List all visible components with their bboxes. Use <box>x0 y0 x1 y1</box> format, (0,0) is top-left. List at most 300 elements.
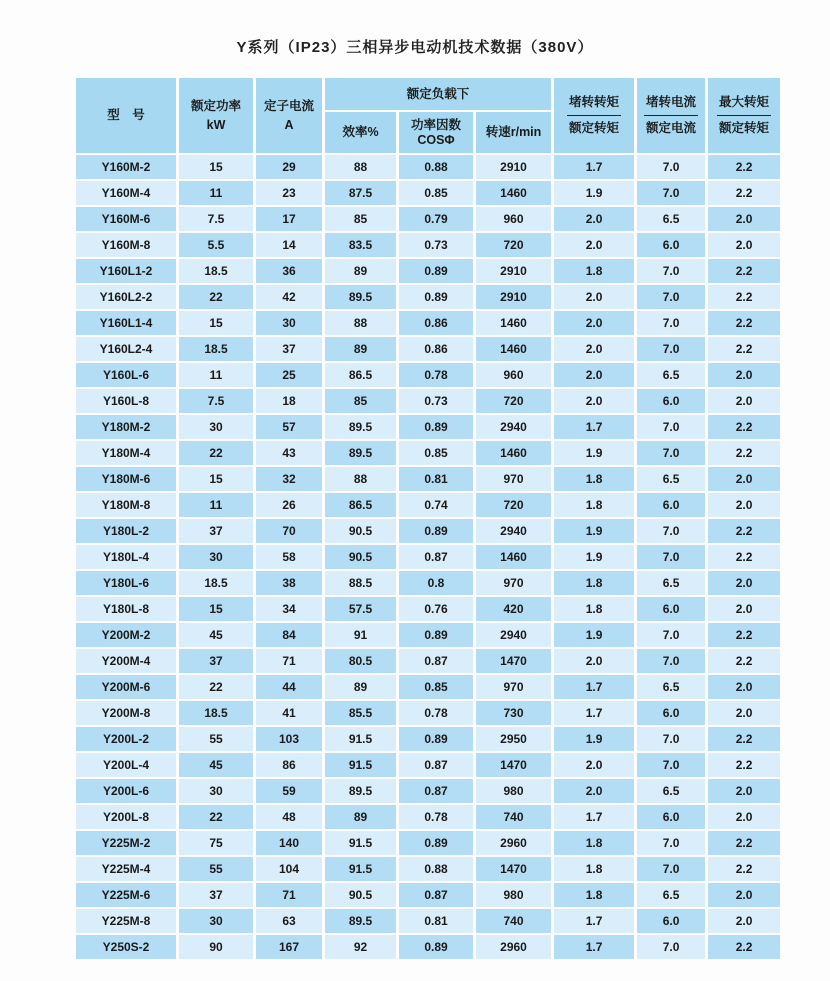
model-cell: Y160L1-4 <box>76 311 176 335</box>
model-cell: Y180L-2 <box>76 519 176 543</box>
table-row <box>76 571 780 595</box>
rated-power-cell: 18.5 <box>179 701 253 725</box>
speed-cell: 1460 <box>476 441 551 465</box>
power-factor-cell: 0.89 <box>399 935 473 959</box>
efficiency-cell: 88.5 <box>325 571 396 595</box>
header-locked-current-bottom: 额定电流 <box>646 121 697 135</box>
rated-power-cell: 22 <box>179 285 253 309</box>
locked-current-ratio-cell: 7.0 <box>637 337 705 361</box>
locked-current-ratio-cell: 6.0 <box>637 389 705 413</box>
efficiency-cell: 85 <box>325 389 396 413</box>
rated-power-cell: 37 <box>179 649 253 673</box>
efficiency-cell: 86.5 <box>325 493 396 517</box>
model-cell: Y180L-4 <box>76 545 176 569</box>
efficiency-cell: 83.5 <box>325 233 396 257</box>
power-factor-cell: 0.81 <box>399 467 473 491</box>
locked-torque-ratio-cell: 1.8 <box>554 831 634 855</box>
motor-spec-table <box>73 76 783 961</box>
stator-current-cell: 32 <box>256 467 322 491</box>
locked-torque-ratio-cell: 2.0 <box>554 337 634 361</box>
locked-torque-ratio-cell: 1.8 <box>554 259 634 283</box>
locked-torque-ratio-cell: 1.9 <box>554 441 634 465</box>
locked-torque-ratio-cell: 1.7 <box>554 909 634 933</box>
locked-torque-ratio-cell: 2.0 <box>554 649 634 673</box>
model-cell: Y180L-6 <box>76 571 176 595</box>
max-torque-ratio-cell: 2.2 <box>708 181 780 205</box>
speed-cell: 740 <box>476 805 551 829</box>
speed-cell: 420 <box>476 597 551 621</box>
locked-torque-ratio-cell: 1.7 <box>554 675 634 699</box>
rated-power-cell: 30 <box>179 909 253 933</box>
model-cell: Y225M-2 <box>76 831 176 855</box>
locked-current-ratio-cell: 7.0 <box>637 857 705 881</box>
table-row <box>76 623 780 647</box>
header-stator-current <box>256 78 322 153</box>
stator-current-cell: 44 <box>256 675 322 699</box>
header-rated-power-unit: kW <box>206 118 226 132</box>
stator-current-cell: 63 <box>256 909 322 933</box>
locked-torque-ratio-cell: 1.7 <box>554 415 634 439</box>
power-factor-cell: 0.87 <box>399 779 473 803</box>
efficiency-cell: 89 <box>325 675 396 699</box>
stator-current-cell: 36 <box>256 259 322 283</box>
efficiency-cell: 89 <box>325 259 396 283</box>
locked-torque-ratio-cell: 2.0 <box>554 753 634 777</box>
header-locked-current-ratio <box>637 78 705 153</box>
table-row <box>76 389 780 413</box>
rated-power-cell: 18.5 <box>179 571 253 595</box>
locked-current-ratio-cell: 7.0 <box>637 311 705 335</box>
locked-torque-ratio-cell: 2.0 <box>554 363 634 387</box>
rated-power-cell: 30 <box>179 545 253 569</box>
max-torque-ratio-cell: 2.2 <box>708 337 780 361</box>
speed-cell: 970 <box>476 675 551 699</box>
max-torque-ratio-cell: 2.0 <box>708 883 780 907</box>
power-factor-cell: 0.73 <box>399 389 473 413</box>
rated-power-cell: 37 <box>179 519 253 543</box>
power-factor-cell: 0.76 <box>399 597 473 621</box>
table-row <box>76 753 780 777</box>
stator-current-cell: 17 <box>256 207 322 231</box>
model-cell: Y225M-8 <box>76 909 176 933</box>
locked-torque-ratio-cell: 1.8 <box>554 493 634 517</box>
power-factor-cell: 0.87 <box>399 545 473 569</box>
locked-torque-ratio-cell: 2.0 <box>554 311 634 335</box>
table-header <box>76 78 780 153</box>
table-row <box>76 415 780 439</box>
model-cell: Y225M-4 <box>76 857 176 881</box>
max-torque-ratio-cell: 2.0 <box>708 571 780 595</box>
table-row <box>76 467 780 491</box>
table-row <box>76 519 780 543</box>
max-torque-ratio-cell: 2.2 <box>708 259 780 283</box>
locked-current-ratio-cell: 7.0 <box>637 285 705 309</box>
model-cell: Y200M-6 <box>76 675 176 699</box>
max-torque-ratio-cell: 2.0 <box>708 779 780 803</box>
max-torque-ratio-cell: 2.2 <box>708 415 780 439</box>
locked-torque-ratio-cell: 2.0 <box>554 233 634 257</box>
efficiency-cell: 92 <box>325 935 396 959</box>
rated-power-cell: 22 <box>179 441 253 465</box>
rated-power-cell: 55 <box>179 727 253 751</box>
model-cell: Y200L-6 <box>76 779 176 803</box>
locked-current-ratio-cell: 7.0 <box>637 155 705 179</box>
locked-torque-ratio-cell: 1.9 <box>554 181 634 205</box>
model-cell: Y180M-6 <box>76 467 176 491</box>
efficiency-cell: 88 <box>325 467 396 491</box>
max-torque-ratio-cell: 2.2 <box>708 935 780 959</box>
locked-current-ratio-cell: 6.5 <box>637 571 705 595</box>
power-factor-cell: 0.73 <box>399 233 473 257</box>
power-factor-cell: 0.89 <box>399 259 473 283</box>
max-torque-ratio-cell: 2.0 <box>708 207 780 231</box>
model-cell: Y180L-8 <box>76 597 176 621</box>
efficiency-cell: 90.5 <box>325 545 396 569</box>
table-row <box>76 259 780 283</box>
speed-cell: 2950 <box>476 727 551 751</box>
locked-torque-ratio-cell: 1.7 <box>554 155 634 179</box>
model-cell: Y160L1-2 <box>76 259 176 283</box>
stator-current-cell: 25 <box>256 363 322 387</box>
efficiency-cell: 86.5 <box>325 363 396 387</box>
header-stator-current-unit: A <box>284 118 294 132</box>
header-power-factor-label: 功率因数 <box>410 118 461 133</box>
rated-power-cell: 18.5 <box>179 259 253 283</box>
header-max-torque-ratio <box>708 78 780 153</box>
locked-current-ratio-cell: 6.0 <box>637 701 705 725</box>
efficiency-cell: 90.5 <box>325 519 396 543</box>
header-power-factor-symbol: COSΦ <box>417 132 455 147</box>
header-locked-current-top: 堵转电流 <box>644 94 698 116</box>
efficiency-cell: 89.5 <box>325 779 396 803</box>
table-row <box>76 831 780 855</box>
speed-cell: 2960 <box>476 831 551 855</box>
model-cell: Y225M-6 <box>76 883 176 907</box>
locked-current-ratio-cell: 6.5 <box>637 207 705 231</box>
locked-current-ratio-cell: 6.5 <box>637 467 705 491</box>
rated-power-cell: 11 <box>179 181 253 205</box>
table-row <box>76 805 780 829</box>
locked-torque-ratio-cell: 1.8 <box>554 467 634 491</box>
rated-power-cell: 18.5 <box>179 337 253 361</box>
table-row <box>76 363 780 387</box>
speed-cell: 720 <box>476 493 551 517</box>
power-factor-cell: 0.89 <box>399 285 473 309</box>
stator-current-cell: 23 <box>256 181 322 205</box>
locked-torque-ratio-cell: 1.8 <box>554 883 634 907</box>
max-torque-ratio-cell: 2.2 <box>708 727 780 751</box>
locked-current-ratio-cell: 6.0 <box>637 805 705 829</box>
table-row <box>76 935 780 959</box>
stator-current-cell: 29 <box>256 155 322 179</box>
table-row <box>76 337 780 361</box>
power-factor-cell: 0.78 <box>399 805 473 829</box>
locked-current-ratio-cell: 7.0 <box>637 727 705 751</box>
stator-current-cell: 103 <box>256 727 322 751</box>
locked-current-ratio-cell: 7.0 <box>637 441 705 465</box>
locked-torque-ratio-cell: 1.7 <box>554 701 634 725</box>
rated-power-cell: 7.5 <box>179 207 253 231</box>
stator-current-cell: 84 <box>256 623 322 647</box>
max-torque-ratio-cell: 2.2 <box>708 519 780 543</box>
locked-torque-ratio-cell: 1.8 <box>554 571 634 595</box>
rated-power-cell: 55 <box>179 857 253 881</box>
locked-torque-ratio-cell: 1.9 <box>554 623 634 647</box>
stator-current-cell: 30 <box>256 311 322 335</box>
locked-torque-ratio-cell: 1.8 <box>554 597 634 621</box>
table-row <box>76 285 780 309</box>
locked-current-ratio-cell: 6.0 <box>637 233 705 257</box>
table-row <box>76 545 780 569</box>
table-row <box>76 441 780 465</box>
table-row <box>76 701 780 725</box>
efficiency-cell: 89 <box>325 337 396 361</box>
rated-power-cell: 45 <box>179 753 253 777</box>
stator-current-cell: 38 <box>256 571 322 595</box>
speed-cell: 970 <box>476 571 551 595</box>
model-cell: Y160M-4 <box>76 181 176 205</box>
header-power-factor <box>399 112 473 153</box>
efficiency-cell: 57.5 <box>325 597 396 621</box>
max-torque-ratio-cell: 2.0 <box>708 389 780 413</box>
locked-torque-ratio-cell: 1.7 <box>554 805 634 829</box>
stator-current-cell: 34 <box>256 597 322 621</box>
locked-current-ratio-cell: 7.0 <box>637 831 705 855</box>
speed-cell: 1460 <box>476 545 551 569</box>
power-factor-cell: 0.85 <box>399 675 473 699</box>
header-rated-power-label: 额定功率 <box>190 98 241 113</box>
header-locked-torque-top: 堵转转矩 <box>567 94 621 116</box>
max-torque-ratio-cell: 2.2 <box>708 857 780 881</box>
stator-current-cell: 86 <box>256 753 322 777</box>
max-torque-ratio-cell: 2.0 <box>708 675 780 699</box>
power-factor-cell: 0.88 <box>399 155 473 179</box>
max-torque-ratio-cell: 2.2 <box>708 753 780 777</box>
max-torque-ratio-cell: 2.0 <box>708 805 780 829</box>
speed-cell: 2910 <box>476 285 551 309</box>
locked-torque-ratio-cell: 1.8 <box>554 857 634 881</box>
speed-cell: 1470 <box>476 753 551 777</box>
locked-current-ratio-cell: 6.0 <box>637 597 705 621</box>
stator-current-cell: 58 <box>256 545 322 569</box>
model-cell: Y160L-8 <box>76 389 176 413</box>
table-row <box>76 493 780 517</box>
header-max-torque-bottom: 额定转矩 <box>719 121 770 135</box>
power-factor-cell: 0.86 <box>399 337 473 361</box>
power-factor-cell: 0.88 <box>399 857 473 881</box>
rated-power-cell: 15 <box>179 311 253 335</box>
stator-current-cell: 59 <box>256 779 322 803</box>
power-factor-cell: 0.86 <box>399 311 473 335</box>
model-cell: Y160L2-4 <box>76 337 176 361</box>
model-cell: Y160M-8 <box>76 233 176 257</box>
rated-power-cell: 11 <box>179 493 253 517</box>
model-cell: Y250S-2 <box>76 935 176 959</box>
model-cell: Y160M-2 <box>76 155 176 179</box>
rated-power-cell: 37 <box>179 883 253 907</box>
efficiency-cell: 89.5 <box>325 415 396 439</box>
locked-current-ratio-cell: 7.0 <box>637 415 705 439</box>
efficiency-cell: 91.5 <box>325 857 396 881</box>
stator-current-cell: 57 <box>256 415 322 439</box>
locked-current-ratio-cell: 7.0 <box>637 259 705 283</box>
model-cell: Y180M-8 <box>76 493 176 517</box>
table-row <box>76 155 780 179</box>
model-cell: Y200L-8 <box>76 805 176 829</box>
speed-cell: 2960 <box>476 935 551 959</box>
max-torque-ratio-cell: 2.2 <box>708 155 780 179</box>
rated-power-cell: 7.5 <box>179 389 253 413</box>
speed-cell: 1460 <box>476 181 551 205</box>
table-row <box>76 207 780 231</box>
max-torque-ratio-cell: 2.2 <box>708 649 780 673</box>
rated-power-cell: 15 <box>179 467 253 491</box>
table-row <box>76 727 780 751</box>
model-cell: Y160L2-2 <box>76 285 176 309</box>
efficiency-cell: 91 <box>325 623 396 647</box>
efficiency-cell: 91.5 <box>325 727 396 751</box>
speed-cell: 1460 <box>476 311 551 335</box>
power-factor-cell: 0.89 <box>399 623 473 647</box>
model-cell: Y200M-8 <box>76 701 176 725</box>
stator-current-cell: 70 <box>256 519 322 543</box>
table-row <box>76 779 780 803</box>
table-row <box>76 675 780 699</box>
locked-current-ratio-cell: 6.5 <box>637 363 705 387</box>
power-factor-cell: 0.85 <box>399 181 473 205</box>
speed-cell: 1470 <box>476 649 551 673</box>
speed-cell: 720 <box>476 389 551 413</box>
efficiency-cell: 85.5 <box>325 701 396 725</box>
model-cell: Y180M-4 <box>76 441 176 465</box>
locked-current-ratio-cell: 7.0 <box>637 935 705 959</box>
efficiency-cell: 85 <box>325 207 396 231</box>
speed-cell: 960 <box>476 207 551 231</box>
power-factor-cell: 0.87 <box>399 883 473 907</box>
locked-current-ratio-cell: 7.0 <box>637 623 705 647</box>
max-torque-ratio-cell: 2.2 <box>708 311 780 335</box>
stator-current-cell: 167 <box>256 935 322 959</box>
max-torque-ratio-cell: 2.0 <box>708 597 780 621</box>
header-rated-power <box>179 78 253 153</box>
power-factor-cell: 0.78 <box>399 701 473 725</box>
power-factor-cell: 0.89 <box>399 831 473 855</box>
rated-power-cell: 22 <box>179 675 253 699</box>
efficiency-cell: 88 <box>325 155 396 179</box>
speed-cell: 980 <box>476 883 551 907</box>
max-torque-ratio-cell: 2.2 <box>708 831 780 855</box>
table-row <box>76 649 780 673</box>
speed-cell: 2910 <box>476 155 551 179</box>
locked-current-ratio-cell: 6.5 <box>637 883 705 907</box>
stator-current-cell: 26 <box>256 493 322 517</box>
stator-current-cell: 43 <box>256 441 322 465</box>
max-torque-ratio-cell: 2.0 <box>708 467 780 491</box>
stator-current-cell: 42 <box>256 285 322 309</box>
speed-cell: 740 <box>476 909 551 933</box>
max-torque-ratio-cell: 2.2 <box>708 545 780 569</box>
locked-torque-ratio-cell: 2.0 <box>554 285 634 309</box>
efficiency-cell: 80.5 <box>325 649 396 673</box>
speed-cell: 2940 <box>476 415 551 439</box>
header-speed <box>476 112 551 153</box>
rated-power-cell: 90 <box>179 935 253 959</box>
locked-torque-ratio-cell: 1.9 <box>554 545 634 569</box>
speed-cell: 960 <box>476 363 551 387</box>
locked-current-ratio-cell: 7.0 <box>637 649 705 673</box>
model-cell: Y160L-6 <box>76 363 176 387</box>
rated-power-cell: 45 <box>179 623 253 647</box>
table-row <box>76 857 780 881</box>
rated-power-cell: 30 <box>179 779 253 803</box>
rated-power-cell: 15 <box>179 155 253 179</box>
table-row <box>76 181 780 205</box>
power-factor-cell: 0.89 <box>399 727 473 751</box>
header-locked-torque-ratio <box>554 78 634 153</box>
efficiency-cell: 91.5 <box>325 831 396 855</box>
power-factor-cell: 0.89 <box>399 415 473 439</box>
power-factor-cell: 0.87 <box>399 753 473 777</box>
stator-current-cell: 71 <box>256 649 322 673</box>
header-efficiency <box>325 112 396 153</box>
locked-current-ratio-cell: 7.0 <box>637 753 705 777</box>
efficiency-cell: 89.5 <box>325 441 396 465</box>
table-row <box>76 597 780 621</box>
power-factor-cell: 0.8 <box>399 571 473 595</box>
max-torque-ratio-cell: 2.0 <box>708 493 780 517</box>
stator-current-cell: 14 <box>256 233 322 257</box>
power-factor-cell: 0.81 <box>399 909 473 933</box>
locked-current-ratio-cell: 6.0 <box>637 493 705 517</box>
speed-cell: 720 <box>476 233 551 257</box>
speed-cell: 2910 <box>476 259 551 283</box>
power-factor-cell: 0.78 <box>399 363 473 387</box>
header-speed-label: 转速r/min <box>485 125 542 140</box>
power-factor-cell: 0.87 <box>399 649 473 673</box>
locked-current-ratio-cell: 7.0 <box>637 545 705 569</box>
efficiency-cell: 87.5 <box>325 181 396 205</box>
model-cell: Y180M-2 <box>76 415 176 439</box>
efficiency-cell: 89.5 <box>325 909 396 933</box>
locked-current-ratio-cell: 6.0 <box>637 909 705 933</box>
rated-power-cell: 30 <box>179 415 253 439</box>
model-cell: Y200L-2 <box>76 727 176 751</box>
max-torque-ratio-cell: 2.2 <box>708 441 780 465</box>
locked-torque-ratio-cell: 1.7 <box>554 935 634 959</box>
header-rated-load-group <box>325 78 551 110</box>
locked-current-ratio-cell: 6.5 <box>637 779 705 803</box>
speed-cell: 730 <box>476 701 551 725</box>
stator-current-cell: 37 <box>256 337 322 361</box>
speed-cell: 2940 <box>476 623 551 647</box>
table-body <box>76 155 780 959</box>
max-torque-ratio-cell: 2.2 <box>708 285 780 309</box>
rated-power-cell: 11 <box>179 363 253 387</box>
header-stator-current-label: 定子电流 <box>263 98 314 113</box>
stator-current-cell: 18 <box>256 389 322 413</box>
locked-current-ratio-cell: 6.5 <box>637 675 705 699</box>
speed-cell: 2940 <box>476 519 551 543</box>
locked-torque-ratio-cell: 2.0 <box>554 779 634 803</box>
locked-torque-ratio-cell: 1.9 <box>554 727 634 751</box>
max-torque-ratio-cell: 2.0 <box>708 909 780 933</box>
header-model-label: 型 号 <box>107 108 145 123</box>
rated-power-cell: 5.5 <box>179 233 253 257</box>
max-torque-ratio-cell: 2.0 <box>708 363 780 387</box>
model-cell: Y160M-6 <box>76 207 176 231</box>
model-cell: Y200M-2 <box>76 623 176 647</box>
speed-cell: 980 <box>476 779 551 803</box>
